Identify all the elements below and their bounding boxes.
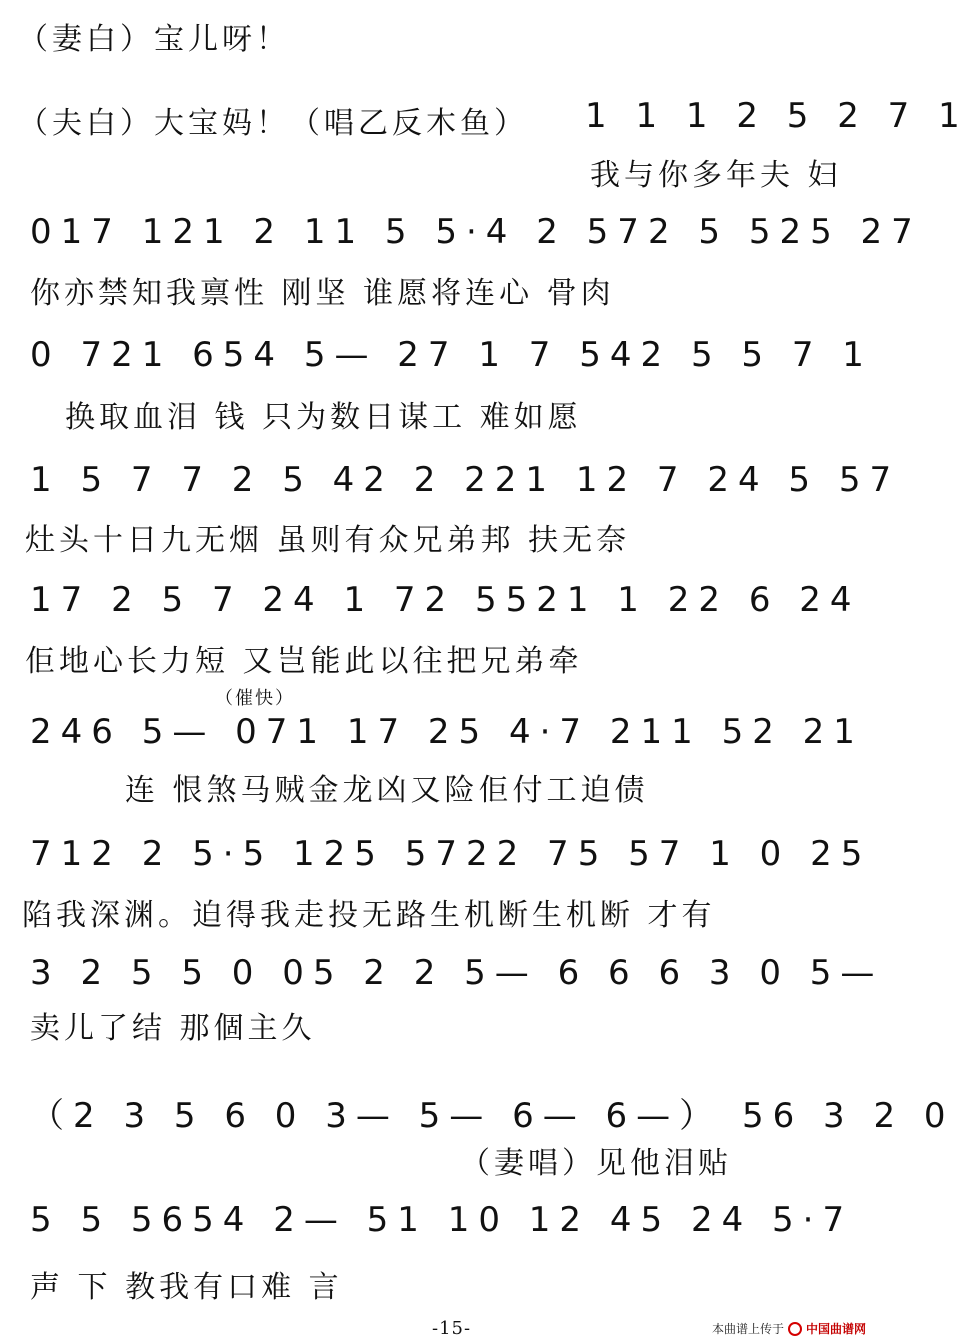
wife-speech: （妻白）宝儿呀！ <box>18 22 290 57</box>
lyrics-row: 佢地心长力短 又岂能此以往把兄弟牵 <box>25 644 583 679</box>
lyrics-row: 卖儿了结 那個主久 <box>30 1011 316 1046</box>
lyrics-row: 陷我深渊。迫得我走投无路生机断生机断 才有 <box>22 898 716 933</box>
husband-speech: （夫白）大宝妈！（唱乙反木鱼） <box>18 106 528 141</box>
lyrics-row: 灶头十日九无烟 虽则有众兄弟邦 扶无奈 <box>25 523 631 558</box>
notes-row: 246 5— 071 17 25 4·7 211 52 21 <box>30 712 864 752</box>
tempo-marking: （催快） <box>215 688 295 709</box>
watermark-brand: 中国曲谱网 <box>806 1322 867 1336</box>
lyrics-row: 声 下 教我有口难 言 <box>30 1270 343 1305</box>
notes-row: 0 721 654 5— 27 1 7 542 5 5 7 1 <box>30 335 873 375</box>
lyrics-row: 连 恨煞马贼金龙凶又险佢付工迫债 <box>125 773 649 808</box>
lyrics-row: 我与你多年夫 妇 <box>590 158 842 193</box>
notes-row: 712 2 5·5 125 5722 75 57 1 0 25 <box>30 834 872 874</box>
lyrics-row: 你亦禁知我禀性 刚坚 谁愿将连心 骨肉 <box>30 276 615 311</box>
site-watermark <box>712 1320 866 1337</box>
notes-row: （2 3 5 6 0 3— 5— 6— 6—） 56 3 2 0 <box>30 1096 955 1136</box>
logo-icon <box>788 1322 802 1336</box>
notes-row: 1 1 1 2 5 2 7 1 <box>585 96 969 136</box>
notes-row: 3 2 5 5 0 05 2 2 5— 6 6 6 3 0 5— <box>30 953 884 993</box>
lyrics-row: 换取血泪 钱 只为数日谋工 难如愿 <box>65 400 582 435</box>
notes-row: 1 5 7 7 2 5 42 2 221 12 7 24 5 57 <box>30 460 901 500</box>
page-number: -15- <box>432 1318 472 1339</box>
watermark-text: 本曲谱上传于 <box>712 1322 785 1336</box>
notes-row: 017 121 2 11 5 5·4 2 572 5 525 27 <box>30 212 922 252</box>
notes-row: 5 5 5654 2— 51 10 12 45 24 5·7 <box>30 1200 854 1240</box>
notes-row: 17 2 5 7 24 1 72 5521 1 22 6 24 <box>30 580 861 620</box>
lyrics-row: （妻唱）见他泪贴 <box>460 1146 732 1181</box>
